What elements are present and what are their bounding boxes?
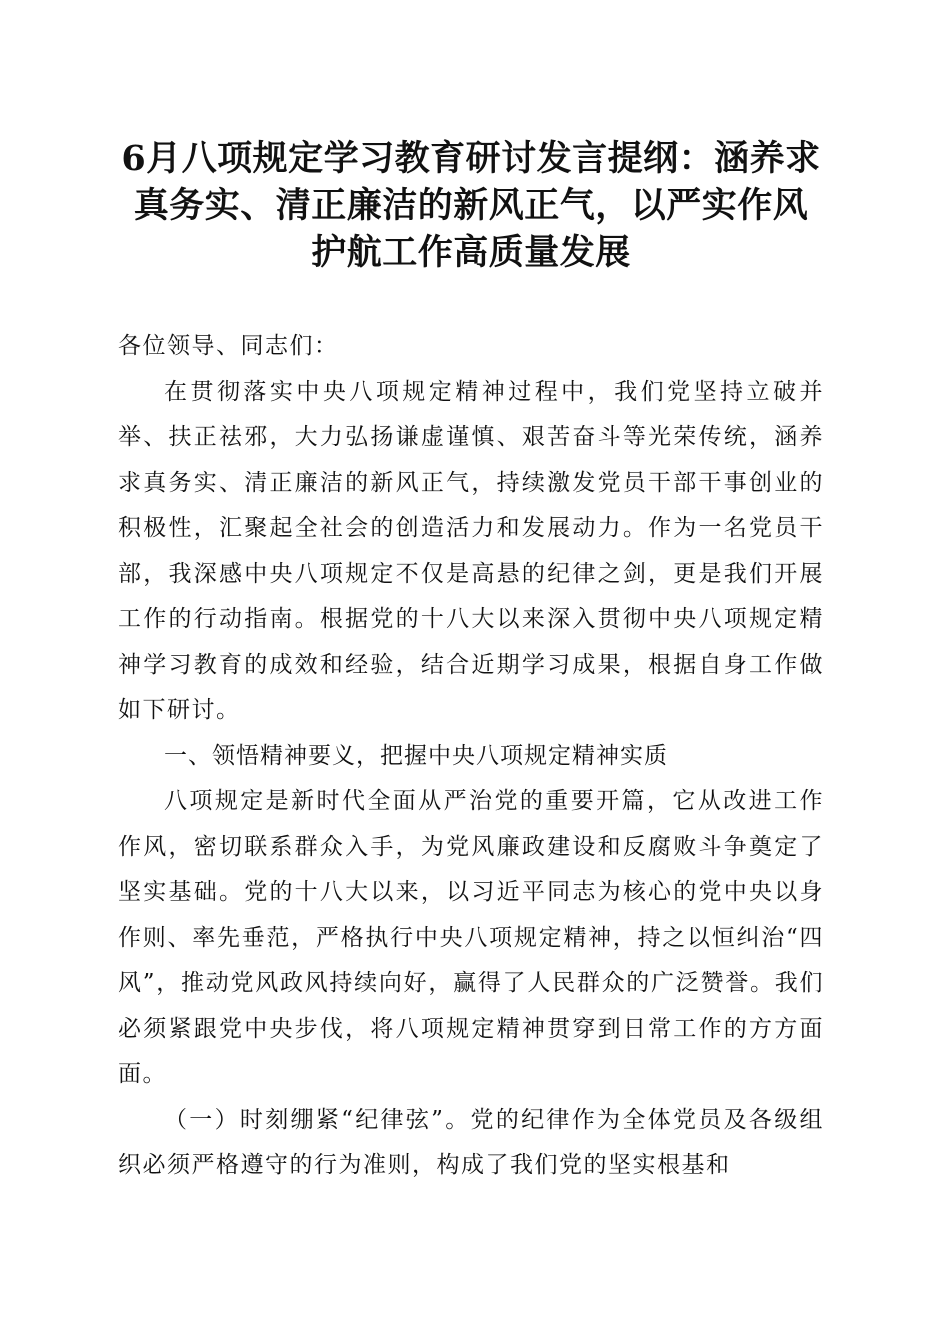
- section-heading-1: 一、领悟精神要义，把握中央八项规定精神实质: [164, 742, 668, 769]
- sub-section-1: [118, 1098, 824, 1189]
- sub-section-text: 党的纪律作为全体党员及各级组织必须严格遵守的行为准则，构成了我们党的坚实根基和: [118, 1106, 825, 1178]
- section-paragraph-1: 八项规定是新时代全面从严治党的重要开篇，它从改进工作作风，密切联系群众入手，为党风廉政建设和反腐败斗争奠定了坚实基础。党的十八大以来，以习近平同志为核心的党中央以身作则、率先垂范，严格执行中央八项规定精神，持之以恒纠治“四风”，推动党风政风持续向好，赢得了人民群众的广泛赞誉。我们必须紧跟党中央步伐，将八项规定精神贯穿到日常工作的方方面面。: [118, 788, 824, 1087]
- document-page: [118, 135, 824, 1189]
- sub-section-label: （一）时刻绷紧“纪律弦”。: [164, 1106, 471, 1133]
- intro-paragraph: 在贯彻落实中央八项规定精神过程中，我们党坚持立破并举、扶正祛邪，大力弘扬谦虚谨慎、艰苦奋斗等光荣传统，涵养求真务实、清正廉洁的新风正气，持续激发党员干部干事创业的积极性，汇聚起全社会的创造活力和发展动力。作为一名党员干部，我深感中央八项规定不仅是高悬的纪律之剑，更是我们开展工作的行动指南。根据党的十八大以来深入贯彻中央八项规定精神学习教育的成效和经验，结合近期学习成果，根据自身工作做如下研讨。: [118, 378, 824, 723]
- document-title: 6月八项规定学习教育研讨发言提纲：涵养求真务实、清正廉洁的新风正气，以严实作风护航工作高质量发展: [121, 138, 821, 273]
- salutation: 各位领导、同志们：: [118, 333, 339, 359]
